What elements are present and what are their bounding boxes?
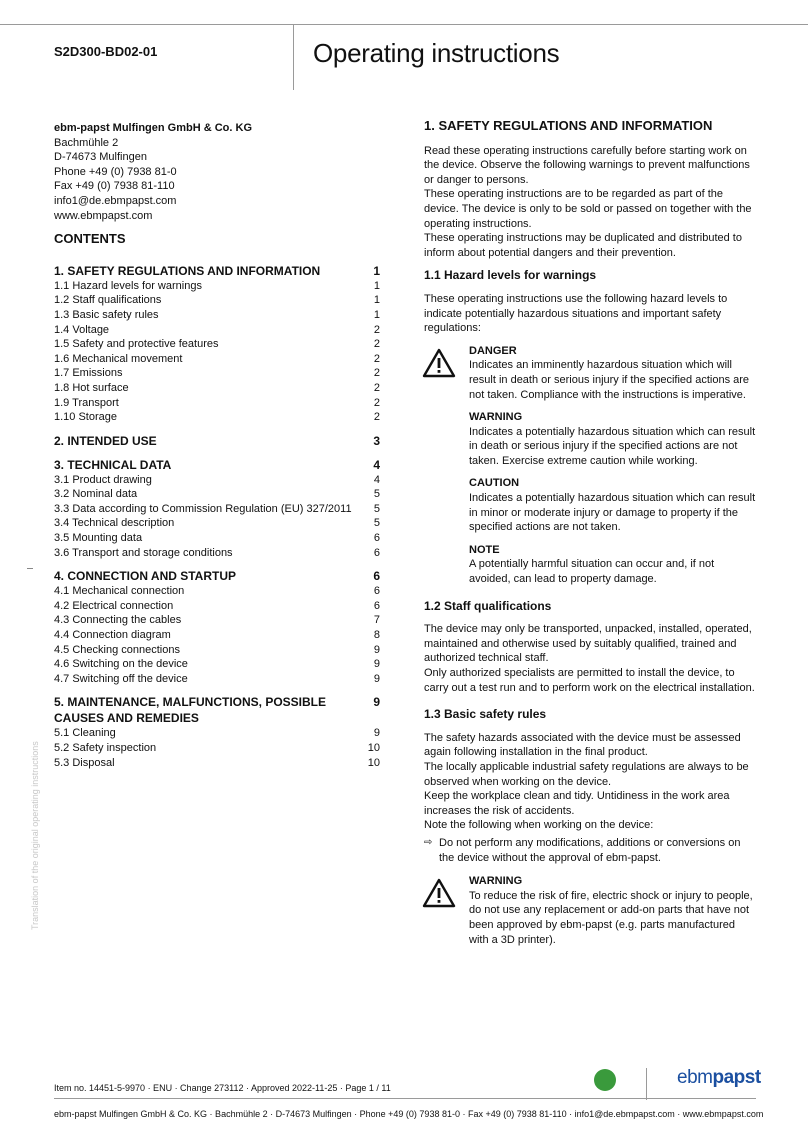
toc-entry[interactable] [54, 741, 380, 756]
footer-divider [646, 1068, 647, 1100]
company-block [54, 121, 380, 223]
toc-main-title: 3. TECHNICAL DATA [54, 457, 172, 472]
toc-entry[interactable] [54, 279, 380, 294]
toc-entry[interactable] [54, 487, 380, 502]
toc-page-number: 6 [373, 532, 380, 545]
toc-section [54, 568, 380, 686]
toc-page-number: 6 [373, 585, 380, 598]
section-heading: 1. SAFETY REGULATIONS AND INFORMATION [424, 118, 713, 133]
caution-title: CAUTION [469, 477, 520, 490]
toc-section [54, 694, 380, 770]
warning-block [424, 874, 756, 947]
qualifications-paragraph: Only authorized specialists are permitted to install the device, to carry out a test run and to perform work on the electrical installation. [424, 667, 755, 694]
toc-main-entry[interactable] [54, 568, 380, 584]
toc-main-entry[interactable] [54, 263, 380, 279]
company-name: ebm-papst Mulfingen GmbH & Co. KG [54, 122, 252, 134]
toc-entry[interactable] [54, 756, 380, 771]
company-city: D-74673 Mulfingen [54, 151, 147, 164]
toc-page-number: 10 [367, 742, 380, 754]
arrow-bullet-icon: ⇨ [424, 836, 433, 848]
toc-entry[interactable] [54, 584, 380, 599]
toc-entry-title: 4.2 Electrical connection [54, 599, 174, 612]
toc-page-number: 1 [373, 308, 380, 321]
toc-entry[interactable] [54, 337, 380, 352]
warning-text: Indicates a potentially hazardous situation which can result in death or serious injury if the specified actions are not taken. Exercise extreme caution while working. [469, 425, 756, 467]
toc-page-number: 5 [373, 517, 380, 530]
safety-rules-paragraph: The locally applicable industrial safety regulations are always to be observed when working on the device. [424, 760, 749, 788]
toc-page-number: 6 [373, 546, 380, 559]
toc-entry[interactable] [54, 613, 380, 628]
toc-page-number: 9 [373, 727, 380, 740]
company-web[interactable]: www.ebmpapst.com [54, 209, 153, 222]
toc-entry-title: 4.4 Connection diagram [54, 629, 171, 642]
toc-main-title: 1. SAFETY REGULATIONS AND INFORMATION [54, 263, 321, 278]
danger-title: DANGER [469, 344, 517, 357]
company-fax: Fax +49 (0) 7938 81-110 [54, 180, 175, 193]
toc-page-number: 3 [373, 433, 380, 448]
footer-contact-line: ebm-papst Mulfingen GmbH & Co. KG · Bachmühle 2 · D-74673 Mulfingen · Phone +49 (0) 7938 81-0 · Fax +49 (0) 7938 81-110 · info1@de.ebmpapst.com · www.ebmpapst.com [54, 1109, 764, 1119]
toc-entry-title: 4.5 Checking connections [54, 643, 180, 656]
green-tech-seal-icon [594, 1069, 616, 1091]
toc-entry-title: 4.1 Mechanical connection [54, 585, 185, 598]
toc-entry[interactable] [54, 546, 380, 561]
toc-main-entry[interactable] [54, 433, 380, 449]
toc-entry-title: 3.3 Data according to Commission Regulation (EU) 327/2011 [54, 502, 352, 515]
note-title: NOTE [469, 543, 500, 556]
danger-block [424, 344, 756, 587]
toc-entry-title: 1.7 Emissions [54, 367, 123, 380]
footer-rule [54, 1098, 756, 1099]
table-of-contents [54, 263, 380, 770]
toc-entry-title: 1.2 Staff qualifications [54, 294, 162, 307]
toc-entry-title: 1.5 Safety and protective features [54, 338, 219, 351]
left-column [54, 121, 380, 770]
logo-text: papst [712, 1067, 761, 1088]
toc-entry-title: 3.5 Mounting data [54, 532, 143, 545]
logo-text: ebm [677, 1067, 713, 1088]
qualifications-paragraph: The device may only be transported, unpacked, installed, operated, maintained and otherwise used by suitably qualified, trained and authorized technical staff. [424, 623, 752, 665]
toc-entry[interactable] [54, 628, 380, 643]
toc-page-number: 5 [373, 502, 380, 515]
toc-page-number: 9 [373, 695, 380, 710]
toc-entry[interactable] [54, 366, 380, 381]
warning-title: WARNING [469, 411, 523, 424]
toc-entry[interactable] [54, 672, 380, 687]
company-email[interactable]: info1@de.ebmpapst.com [54, 194, 177, 207]
bullet-item [424, 836, 756, 865]
subsection-heading: 1.3 Basic safety rules [424, 707, 547, 722]
toc-page-number: 2 [373, 338, 380, 351]
toc-entry[interactable] [54, 726, 380, 741]
toc-page-number: 1 [373, 294, 380, 307]
danger-text: Indicates an imminently hazardous situation which will result in death or serious injury if the specified actions are not taken. Compliance with the instructions is imperative. [469, 359, 750, 401]
toc-main-title: 5. MAINTENANCE, MALFUNCTIONS, POSSIBLE CAUSES AND REMEDIES [54, 695, 327, 726]
warning-text: To reduce the risk of fire, electric shock or injury to people, do not use any replacement or add-on parts that have not been approved by ebm-papst (e.g. parts manufactured with a 3D printer). [469, 889, 753, 946]
toc-entry[interactable] [54, 352, 380, 367]
toc-entry-title: 3.1 Product drawing [54, 473, 152, 486]
safety-rules-paragraph: Note the following when working on the device: [424, 819, 654, 832]
toc-entry[interactable] [54, 381, 380, 396]
toc-entry-title: 4.3 Connecting the cables [54, 614, 182, 627]
toc-page-number: 6 [373, 569, 380, 584]
toc-entry[interactable] [54, 516, 380, 531]
toc-entry-title: 5.2 Safety inspection [54, 742, 157, 754]
toc-entry[interactable] [54, 657, 380, 672]
toc-main-entry[interactable] [54, 457, 380, 473]
ebmpapst-logo [677, 1067, 761, 1089]
company-street: Bachmühle 2 [54, 136, 119, 149]
toc-entry-title: 1.4 Voltage [54, 323, 110, 336]
toc-entry[interactable] [54, 502, 380, 517]
toc-page-number: 9 [373, 643, 380, 656]
toc-page-number: 8 [373, 629, 380, 642]
toc-entry[interactable] [54, 323, 380, 338]
document-title: Operating instructions [313, 38, 560, 68]
footer-item-line: Item no. 14451-5-9970 · ENU · Change 273112 · Approved 2022-11-25 · Page 1 / 11 [54, 1083, 391, 1093]
toc-page-number: 2 [373, 396, 380, 409]
toc-page-number: 9 [373, 672, 380, 685]
toc-section [54, 263, 380, 425]
toc-main-title: 4. CONNECTION AND STARTUP [54, 569, 237, 584]
toc-page-number: 4 [373, 457, 380, 472]
subsection-heading: 1.1 Hazard levels for warnings [424, 268, 597, 283]
toc-page-number: 2 [373, 367, 380, 380]
header-rule [0, 24, 808, 25]
toc-page-number: 2 [373, 323, 380, 336]
toc-entry-title: 5.3 Disposal [54, 756, 115, 769]
toc-entry-title: 4.6 Switching on the device [54, 658, 188, 671]
toc-section [54, 457, 380, 561]
product-code: S2D300-BD02-01 [54, 44, 158, 59]
safety-rules-paragraph: The safety hazards associated with the device must be assessed again following installation in the final product. [424, 731, 741, 759]
right-column [424, 119, 756, 947]
header-divider [293, 24, 294, 90]
toc-page-number: 6 [373, 599, 380, 612]
toc-page-number: 1 [373, 263, 380, 278]
margin-tick [27, 568, 33, 569]
toc-page-number: 10 [367, 756, 380, 769]
toc-entry-title: 5.1 Cleaning [54, 727, 116, 740]
toc-page-number: 2 [373, 381, 380, 394]
toc-page-number: 4 [373, 473, 380, 486]
toc-entry-title: 1.8 Hot surface [54, 381, 129, 394]
caution-text: Indicates a potentially hazardous situation which can result in minor or moderate injury or damage to property if the specified actions are not taken. [469, 492, 756, 534]
toc-entry[interactable] [54, 599, 380, 614]
warning-triangle-icon [422, 878, 456, 908]
toc-main-entry[interactable] [54, 694, 380, 726]
translation-note: Translation of the original operating instructions [30, 741, 40, 930]
contents-heading: CONTENTS [54, 231, 126, 247]
intro-paragraph: Read these operating instructions carefully before starting work on the device. Observe the following warnings to prevent malfunctions or danger to persons. [424, 144, 750, 186]
intro-paragraph: These operating instructions are to be regarded as part of the device. The device is only to be sold or passed on together with the operating instructions. [424, 188, 752, 230]
toc-entry[interactable] [54, 308, 380, 323]
company-phone: Phone +49 (0) 7938 81-0 [54, 165, 177, 178]
toc-entry[interactable] [54, 531, 380, 546]
toc-entry[interactable] [54, 293, 380, 308]
toc-page-number: 7 [373, 614, 380, 627]
toc-entry-title: 3.6 Transport and storage conditions [54, 546, 233, 559]
toc-page-number: 2 [373, 411, 380, 424]
toc-entry[interactable] [54, 643, 380, 658]
hazard-intro: These operating instructions use the following hazard levels to indicate potentially hazardous situations and important safety regulations: [424, 292, 728, 335]
subsection-heading: 1.2 Staff qualifications [424, 598, 552, 613]
toc-entry-title: 1.6 Mechanical movement [54, 352, 183, 365]
toc-page-number: 5 [373, 488, 380, 501]
toc-page-number: 1 [373, 279, 380, 292]
toc-page-number: 2 [373, 352, 380, 365]
toc-entry[interactable] [54, 410, 380, 425]
toc-entry-title: 3.4 Technical description [54, 517, 175, 530]
safety-rules-paragraph: Keep the workplace clean and tidy. Untidiness in the work area increases the risk of accidents. [424, 790, 730, 817]
toc-entry-title: 1.1 Hazard levels for warnings [54, 279, 202, 292]
warning-triangle-icon [422, 348, 456, 378]
bullet-text: Do not perform any modifications, additions or conversions on the device without the approval of ebm-papst. [439, 836, 741, 864]
toc-entry-title: 1.9 Transport [54, 396, 119, 409]
intro-paragraph: These operating instructions may be duplicated and distributed to inform about potential dangers and their prevention. [424, 232, 742, 259]
toc-section [54, 433, 380, 449]
toc-page-number: 9 [373, 658, 380, 671]
note-text: A potentially harmful situation can occur and, if not avoided, can lead to property damage. [469, 558, 715, 586]
toc-entry-title: 1.10 Storage [54, 411, 117, 424]
toc-entry-title: 4.7 Switching off the device [54, 672, 188, 685]
toc-entry[interactable] [54, 396, 380, 411]
warning-title: WARNING [469, 875, 523, 888]
toc-main-title: 2. INTENDED USE [54, 433, 157, 448]
toc-entry-title: 3.2 Nominal data [54, 488, 138, 501]
toc-entry-title: 1.3 Basic safety rules [54, 308, 159, 321]
toc-entry[interactable] [54, 473, 380, 488]
